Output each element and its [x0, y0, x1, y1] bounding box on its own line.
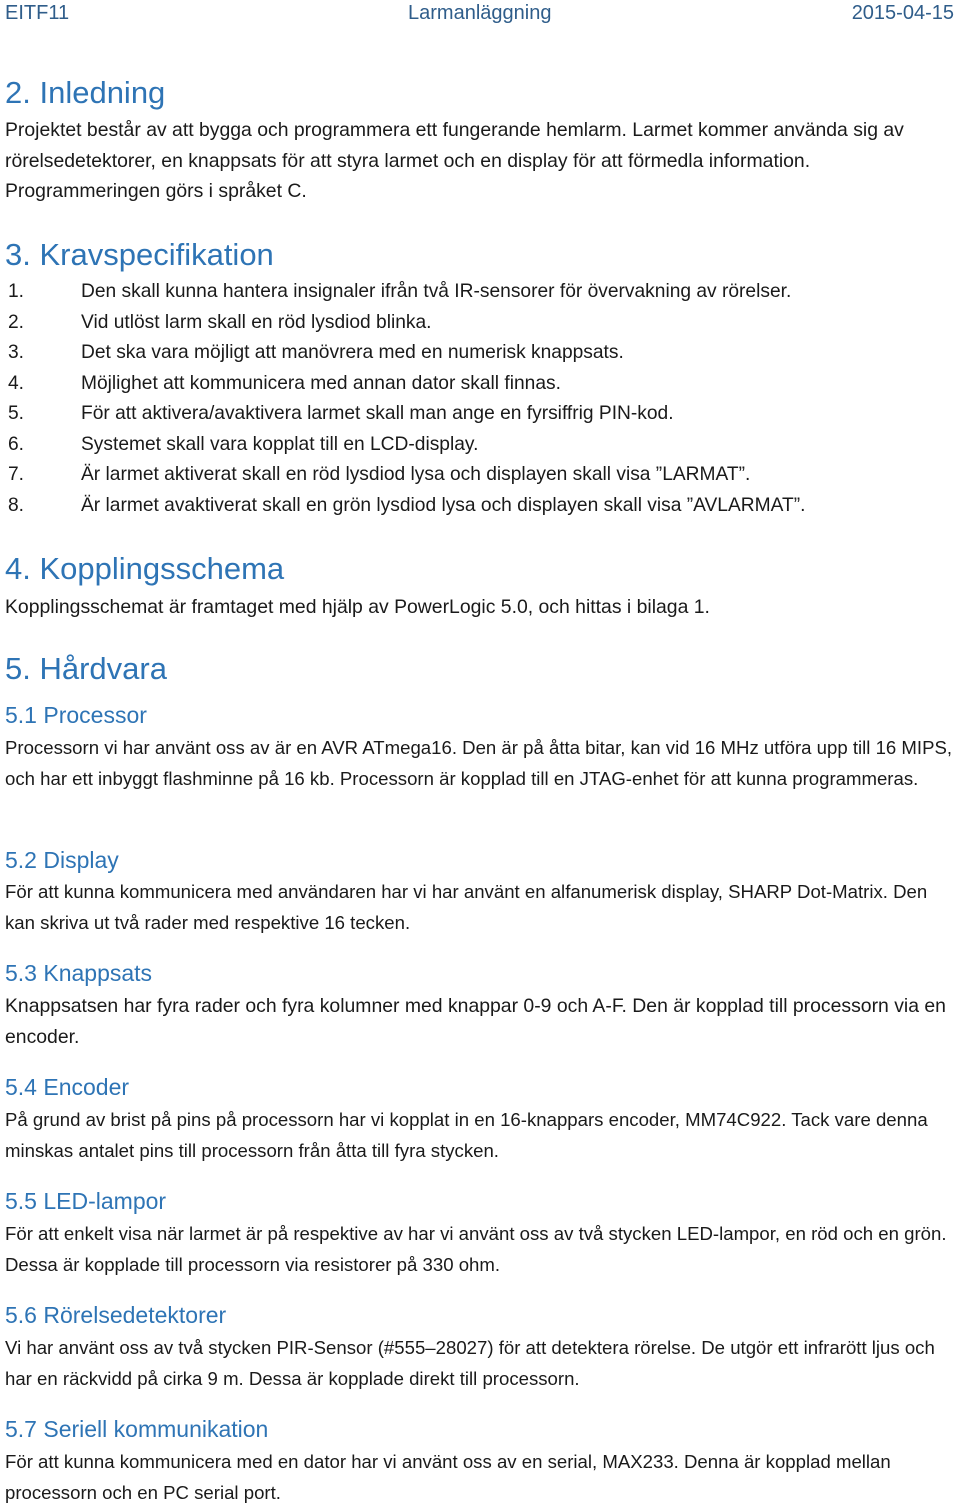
- heading-processor: 5.1 Processor: [5, 702, 147, 728]
- list-item-number: 6.: [8, 433, 25, 455]
- list-item-number: 4.: [8, 372, 25, 394]
- list-item: [5, 338, 957, 369]
- heading-seriell-kommunikation: 5.7 Seriell kommunikation: [5, 1416, 269, 1442]
- heading-kravspecifikation: 3. Kravspecifikation: [5, 237, 274, 272]
- list-item-number: 8.: [8, 494, 25, 516]
- paragraph-kopplingsschema: Kopplingsschemat är framtaget med hjälp av PowerLogic 5.0, och hittas i bilaga 1.: [5, 596, 710, 618]
- heading-display: 5.2 Display: [5, 847, 119, 873]
- paragraph-seriell-kommunikation: För att kunna kommunicera med en dator har vi använt oss av en serial, MAX233. Denna är kopplad mellan processorn och en PC serial port.: [5, 1451, 891, 1503]
- paragraph-encoder: På grund av brist på pins på processorn har vi kopplat in en 16-knappars encoder, MM74C922. Tack vare denna minskas antalet pins till processorn från åtta till fyra stycken.: [5, 1109, 928, 1161]
- heading-rorelsedetektorer: 5.6 Rörelsedetektorer: [5, 1302, 227, 1328]
- list-item-text: Vid utlöst larm skall en röd lysdiod blinka.: [81, 311, 432, 333]
- list-item-text: Är larmet avaktiverat skall en grön lysdiod lysa och displayen skall visa ”AVLARMAT”.: [81, 494, 806, 516]
- list-item-text: För att aktivera/avaktivera larmet skall man ange en fyrsiffrig PIN-kod.: [81, 403, 674, 424]
- page-header: [0, 0, 960, 30]
- paragraph-processor: Processorn vi har använt oss av är en AVR ATmega16. Den är på åtta bitar, kan vid 16 MHz utföra upp till 16 MIPS, och har ett inbyggt flashminne på 16 kb. Processorn är kopplad till en JTAG-enhet för att kunna programmeras.: [5, 737, 953, 789]
- list-item: [5, 308, 957, 339]
- heading-encoder: 5.4 Encoder: [5, 1074, 130, 1100]
- paragraph-led-lampor: För att enkelt visa när larmet är på respektive av har vi använt oss av två stycken LED-lampor, en röd och en grön. Dessa är kopplade till processorn via resistorer på 330 ohm.: [5, 1223, 947, 1275]
- list-item: [5, 430, 957, 461]
- list-item-number: 7.: [8, 464, 25, 485]
- list-item-text: Det ska vara möjligt att manövrera med en numerisk knappsats.: [81, 342, 624, 363]
- list-item-text: Systemet skall vara kopplat till en LCD-display.: [81, 433, 479, 455]
- requirements-list: [5, 277, 957, 521]
- list-item: [5, 491, 957, 522]
- list-item-text: Den skall kunna hantera insignaler ifrån två IR-sensorer för övervakning av rörelser.: [81, 281, 792, 302]
- paragraph-inledning: Projektet består av att bygga och programmera ett fungerande hemlarm. Larmet kommer använda sig av rörelsedetektorer, en knappsats för att styra larmet och en display för att förmedla information. Programmeringen görs i språket C.: [5, 119, 904, 202]
- heading-led-lampor: 5.5 LED-lampor: [5, 1188, 167, 1214]
- list-item-number: 2.: [8, 311, 25, 333]
- heading-knappsats: 5.3 Knappsats: [5, 960, 153, 986]
- list-item-text: Möjlighet att kommunicera med annan dator skall finnas.: [81, 372, 561, 394]
- header-course: EITF11: [5, 2, 70, 24]
- header-date: 2015-04-15: [851, 2, 954, 24]
- paragraph-display: För att kunna kommunicera med användaren har vi har använt en alfanumerisk display, SHARP Dot-Matrix. Den kan skriva ut två rader med respektive 16 tecken.: [5, 881, 928, 933]
- list-item-number: 3.: [8, 342, 25, 363]
- list-item: [5, 369, 957, 400]
- list-item: [5, 277, 957, 308]
- heading-inledning: 2. Inledning: [5, 75, 166, 110]
- list-item-number: 5.: [8, 403, 25, 424]
- list-item: [5, 399, 957, 430]
- paragraph-knappsats: Knappsatsen har fyra rader och fyra kolumner med knappar 0-9 och A-F. Den är kopplad till processorn via en encoder.: [5, 995, 946, 1048]
- heading-kopplingsschema: 4. Kopplingsschema: [5, 551, 285, 586]
- list-item: [5, 460, 957, 491]
- paragraph-rorelsedetektorer: Vi har använt oss av två stycken PIR-Sensor (#555–28027) för att detektera rörelse. De utgör ett infrarött ljus och har en räckvidd på cirka 9 m. Dessa är kopplade direkt till processorn.: [5, 1337, 935, 1389]
- header-title: Larmanläggning: [408, 2, 552, 24]
- list-item-text: Är larmet aktiverat skall en röd lysdiod lysa och displayen skall visa ”LARMAT”.: [81, 464, 751, 485]
- list-item-number: 1.: [8, 281, 25, 302]
- heading-hardvara: 5. Hårdvara: [5, 651, 167, 686]
